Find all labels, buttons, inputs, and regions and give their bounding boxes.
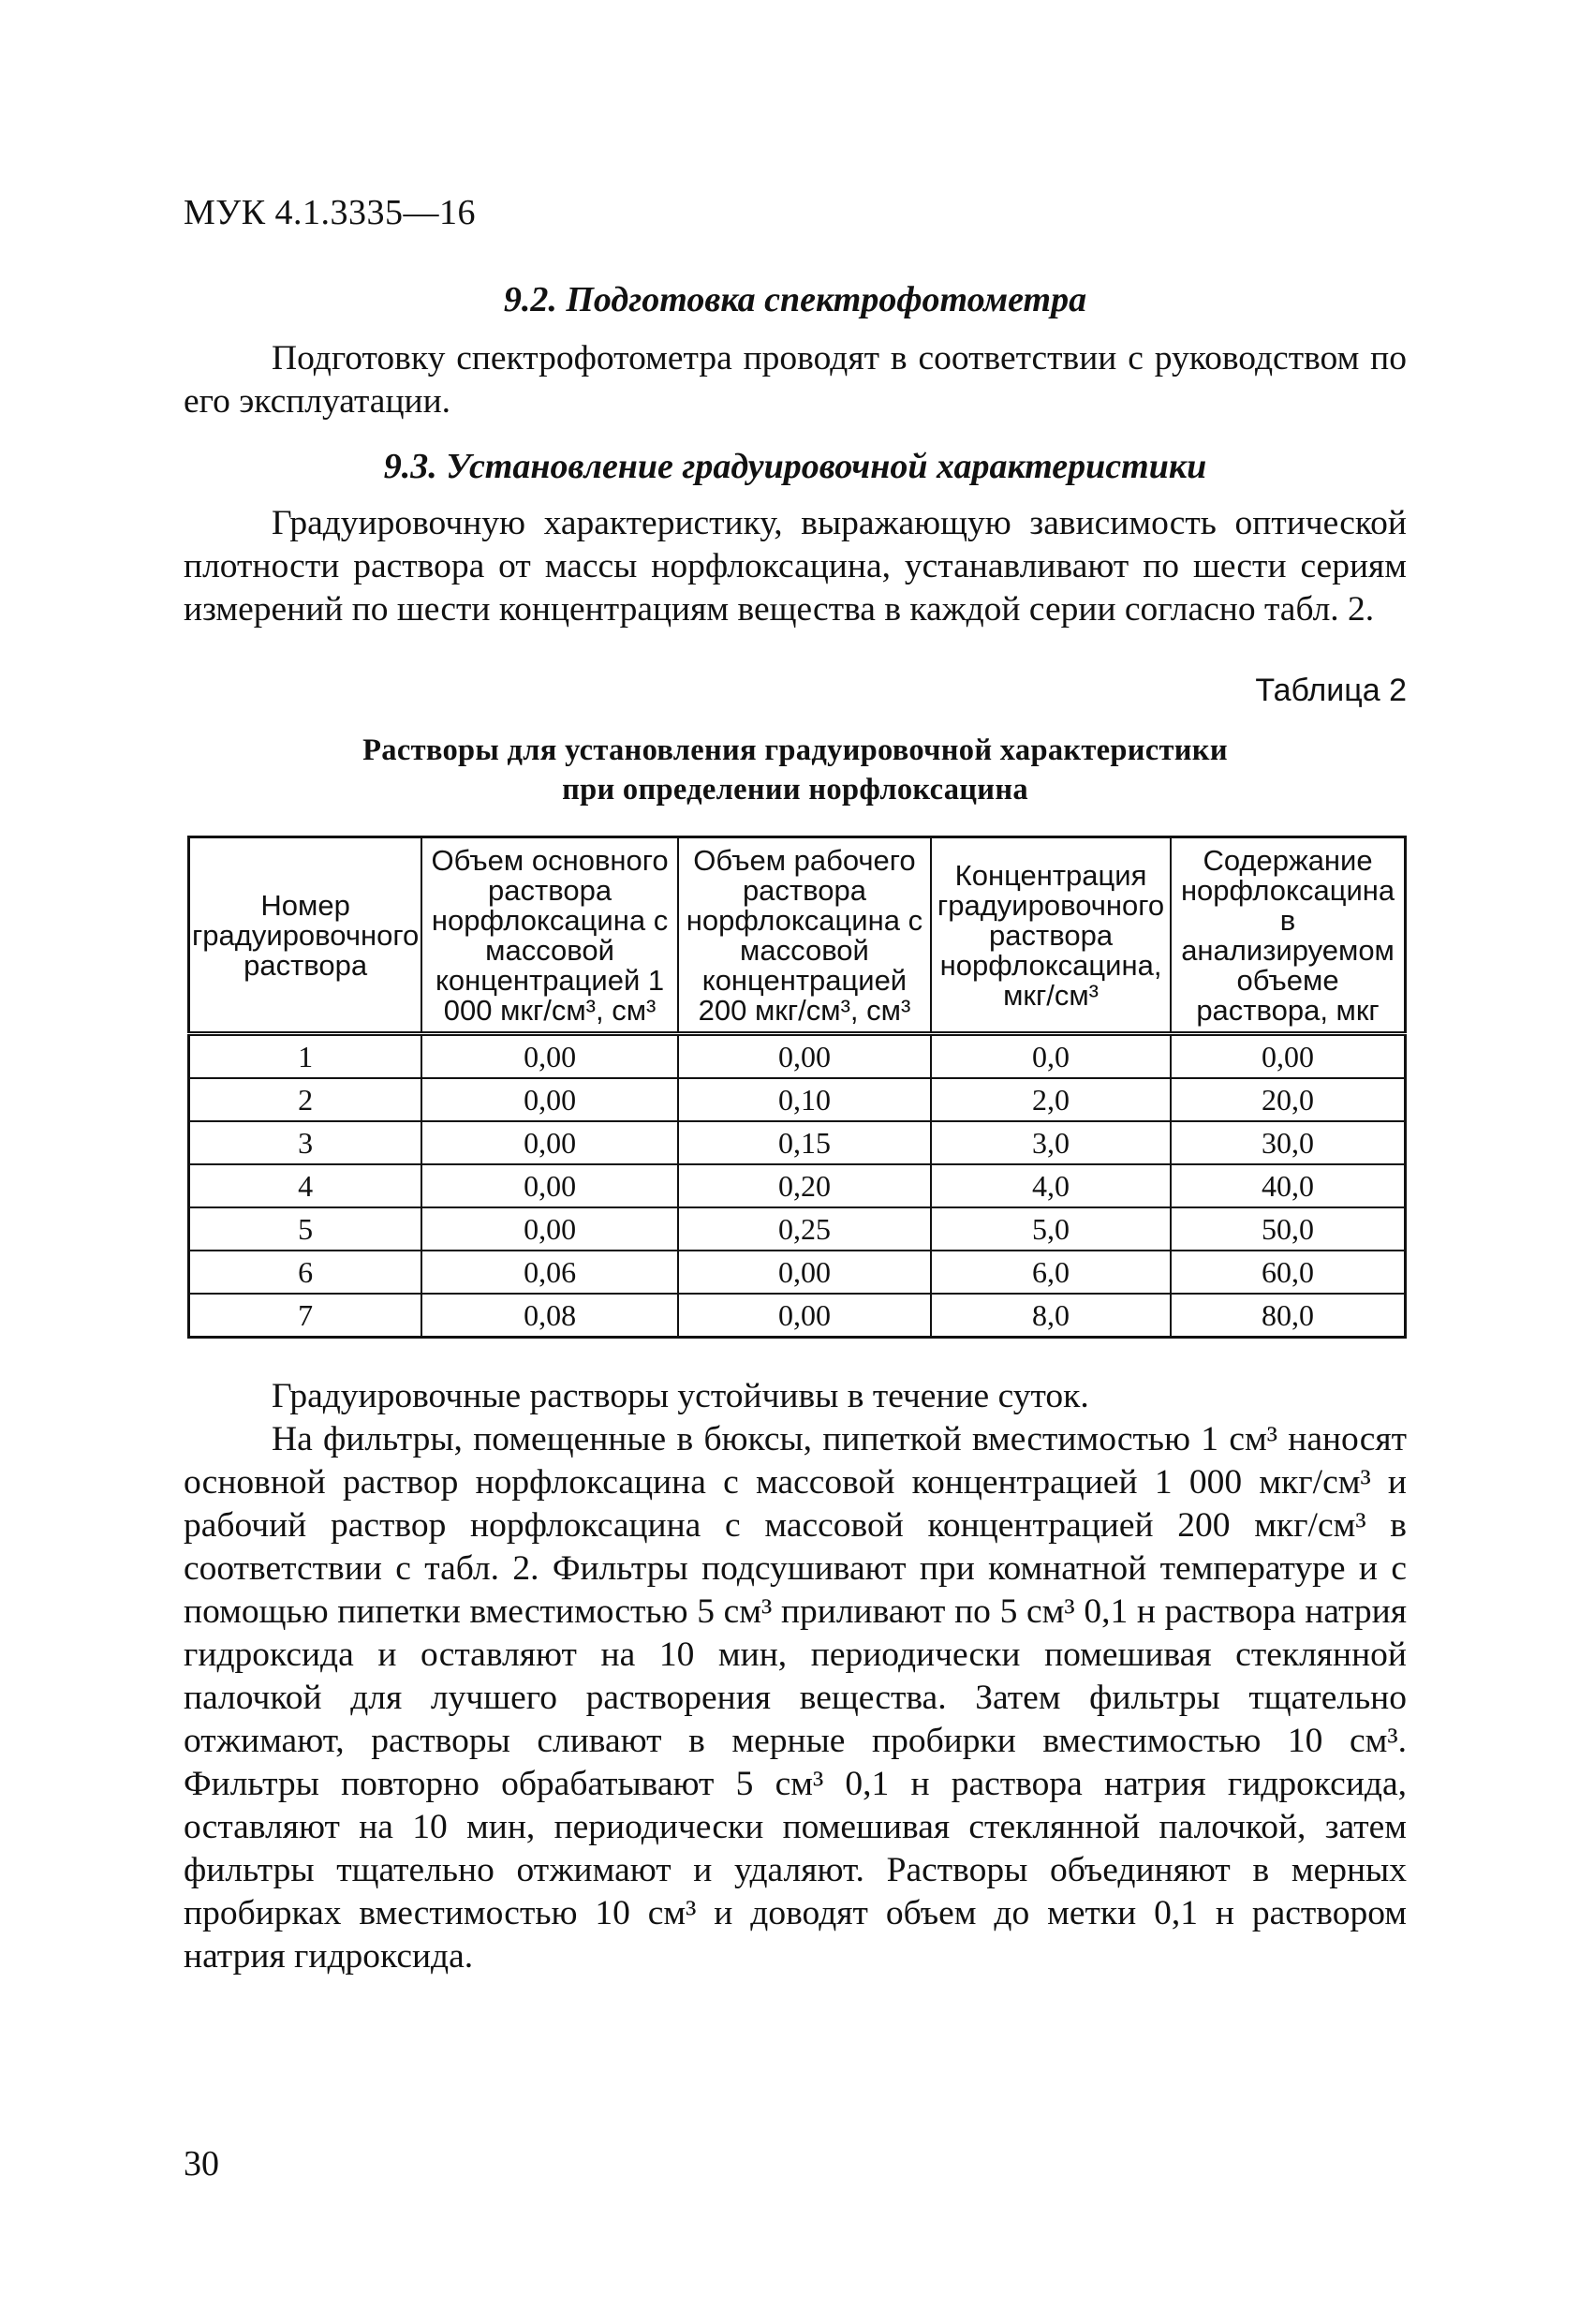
cell-stock-volume: 0,06 — [421, 1251, 678, 1294]
section-9-2-text: Подготовку спектрофотометра проводят в соответствии с руководством по его эксплуатации. — [184, 339, 1407, 421]
cell-working-volume: 0,00 — [678, 1294, 931, 1338]
cell-stock-volume: 0,00 — [421, 1078, 678, 1121]
cell-solution-number: 6 — [189, 1251, 422, 1294]
cell-content: 80,0 — [1171, 1294, 1405, 1338]
cell-concentration: 2,0 — [931, 1078, 1171, 1121]
cell-solution-number: 5 — [189, 1207, 422, 1251]
section-9-3-text: Градуировочную характеристику, выражающую зависимость оптической плотности раствора от массы норфлоксацина, устанавливают по шести сериям измерений по шести концентрациям вещества в каждой серии согласно табл. 2. — [184, 504, 1407, 629]
cell-stock-volume: 0,00 — [421, 1207, 678, 1251]
cell-stock-volume: 0,00 — [421, 1164, 678, 1207]
cell-solution-number: 2 — [189, 1078, 422, 1121]
stability-text: Градуировочные растворы устойчивы в течение суток. — [272, 1377, 1089, 1415]
table-caption — [184, 731, 1407, 809]
document-code: МУК 4.1.3335—16 — [184, 193, 477, 232]
table-row — [189, 1034, 1406, 1079]
cell-concentration: 4,0 — [931, 1164, 1171, 1207]
cell-working-volume: 0,15 — [678, 1121, 931, 1164]
cell-concentration: 8,0 — [931, 1294, 1171, 1338]
cell-solution-number: 7 — [189, 1294, 422, 1338]
calibration-table — [187, 836, 1407, 1339]
table-header-row — [189, 837, 1406, 1034]
table-row — [189, 1121, 1406, 1164]
section-heading-9-3: 9.3. Установление градуировочной характеристики — [383, 447, 1207, 486]
cell-stock-volume: 0,08 — [421, 1294, 678, 1338]
cell-concentration: 3,0 — [931, 1121, 1171, 1164]
cell-working-volume: 0,10 — [678, 1078, 931, 1121]
table-row — [189, 1078, 1406, 1121]
table-body — [189, 1034, 1406, 1338]
table-caption-line-2: при определении норфлоксацина — [562, 773, 1028, 807]
cell-content: 30,0 — [1171, 1121, 1405, 1164]
cell-solution-number: 3 — [189, 1121, 422, 1164]
section-heading-9-2: 9.2. Подготовка спектрофотометра — [503, 280, 1087, 319]
page-number: 30 — [184, 2144, 219, 2183]
cell-concentration: 6,0 — [931, 1251, 1171, 1294]
cell-content: 40,0 — [1171, 1164, 1405, 1207]
cell-stock-volume: 0,00 — [421, 1034, 678, 1079]
cell-working-volume: 0,00 — [678, 1251, 931, 1294]
header-content: Содержание норфлоксацина в анализируемом объеме раствора, мкг — [1171, 837, 1405, 1034]
cell-content: 50,0 — [1171, 1207, 1405, 1251]
table-row — [189, 1251, 1406, 1294]
cell-working-volume: 0,25 — [678, 1207, 931, 1251]
cell-content: 0,00 — [1171, 1034, 1405, 1079]
table-caption-line-1: Растворы для установления градуировочной характеристики — [362, 733, 1228, 767]
cell-content: 20,0 — [1171, 1078, 1405, 1121]
cell-solution-number: 4 — [189, 1164, 422, 1207]
cell-content: 60,0 — [1171, 1251, 1405, 1294]
table-row — [189, 1294, 1406, 1338]
header-concentration: Концентрация градуировочного раствора норфлоксацина, мкг/см³ — [931, 837, 1171, 1034]
header-working-volume: Объем рабочего раствора норфлоксацина с массовой концентрацией 200 мкг/см³, см³ — [678, 837, 931, 1034]
header-stock-volume: Объем основного раствора норфлоксацина с массовой концентрацией 1 000 мкг/см³, см³ — [421, 837, 678, 1034]
table-row — [189, 1207, 1406, 1251]
cell-stock-volume: 0,00 — [421, 1121, 678, 1164]
header-solution-number: Номер градуировочного раствора — [189, 837, 422, 1034]
table-row — [189, 1164, 1406, 1207]
cell-solution-number: 1 — [189, 1034, 422, 1079]
cell-concentration: 5,0 — [931, 1207, 1171, 1251]
cell-working-volume: 0,20 — [678, 1164, 931, 1207]
cell-concentration: 0,0 — [931, 1034, 1171, 1079]
procedure-text: На фильтры, помещенные в бюксы, пипеткой вместимостью 1 см³ наносят основной раствор норфлоксацина с массовой концентрацией 1 000 мкг/см³ и рабочий раствор норфлоксацина с массовой концентрацией 200 мкг/см³ в соответствии с табл. 2. Фильтры подсушивают при комнатной температуре и с помощью пипетки вместимостью 5 см³ приливают по 5 см³ 0,1 н раствора натрия гидроксида и оставляют на 10 мин, периодически помешивая стеклянной палочкой для лучшего растворения вещества. Затем фильтры тщательно отжимают, растворы сливают в мерные пробирки вместимостью 10 см³. Фильтры повторно обрабатывают 5 см³ 0,1 н раствора натрия гидроксида, оставляют на 10 мин, периодически помешивая стеклянной палочкой, затем фильтры тщательно отжимают и удаляют. Растворы объединяют в мерных пробирках вместимостью 10 см³ и доводят объем до метки 0,1 н раствором натрия гидроксида. — [184, 1420, 1407, 1976]
cell-working-volume: 0,00 — [678, 1034, 931, 1079]
table-label: Таблица 2 — [1255, 673, 1407, 708]
